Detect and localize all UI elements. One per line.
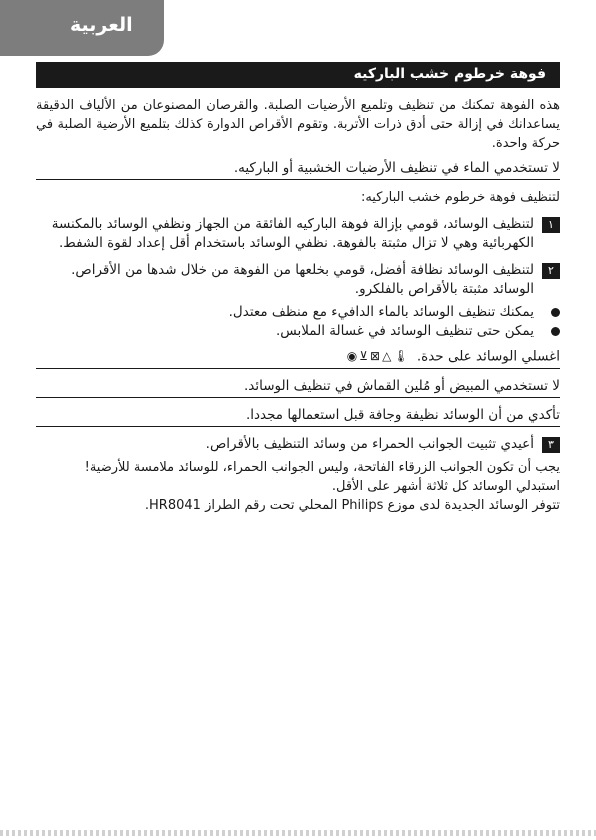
- step-number: ٢: [542, 263, 560, 279]
- list-item-text: يمكن حتى تنظيف الوسائد في غسالة الملابس.: [275, 323, 534, 339]
- bullet-icon: [551, 308, 560, 317]
- step-text: أعيدي تثبيت الجوانب الحمراء من وسائد التنظيف بالأقراص.: [205, 435, 534, 452]
- step-1: [36, 215, 560, 253]
- note-availability: تتوفر الوسائد الجديدة لدى موزع Philips المحلي تحت رقم الطراز HR8041.: [144, 497, 560, 513]
- list-item-text: يمكنك تنظيف الوسائد بالماء الدافيء مع منظف معتدل.: [228, 304, 534, 320]
- warning-water: لا تستخدمي الماء في تنظيف الأرضيات الخشبية أو الباركيه.: [36, 159, 560, 180]
- step-2: [36, 261, 560, 299]
- intro-paragraph: هذه الفوهة تمكنك من تنظيف وتلميع الأرضيات الصلبة. والقرصان المصنوعان من الألياف الدقيقة يساعدانك في إزالة حتى أدق ذرات الأتربة. وتقوم الأقراص الدوارة كذلك بتلميع الأرضية الصلبة في حركة واحدة.: [36, 98, 560, 151]
- note-replace: استبدلي الوسائد كل ثلاثة أشهر على الأقل.: [331, 478, 560, 494]
- step-text: لتنظيف الوسائد نظافة أفضل، قومي بخلعها من الفوهة من خلال شدها من الأقراص. الوسائد مثبتة بالأقراص بالفلكرو.: [71, 262, 534, 297]
- dry-clean-icon: ◉: [346, 349, 358, 363]
- bullet-icon: [551, 327, 560, 336]
- step-number: ٣: [542, 437, 560, 453]
- section-title: فوهة خرطوم خشب الباركيه: [36, 62, 560, 88]
- to-clean-label: لتنظيف فوهة خرطوم خشب الباركيه:: [360, 190, 560, 205]
- page-content: [36, 62, 560, 515]
- list-item: [36, 303, 534, 322]
- print-marks: [0, 830, 596, 836]
- no-iron-icon: ⊻: [359, 349, 369, 363]
- note-blue-side: يجب أن تكون الجوانب الزرقاء الفاتحة، وليس الجوانب الحمراء، للوسائد ملامسة للأرضية!: [84, 459, 560, 475]
- wash-note: [36, 347, 560, 369]
- bullet-list: [36, 303, 560, 341]
- warning-dry: تأكدي من أن الوسائد نظيفة وجافة قبل استعمالها مجددا.: [36, 406, 560, 427]
- language-label: العربية: [70, 14, 133, 36]
- no-tumble-dry-icon: ⊠: [370, 349, 381, 363]
- language-tab: [0, 0, 164, 56]
- care-icons: [347, 347, 409, 366]
- step-number: ١: [542, 217, 560, 233]
- wash-note-text: اغسلي الوسائد على حدة.: [416, 348, 560, 365]
- step-3: [36, 435, 560, 454]
- list-item: [36, 322, 534, 341]
- warning-bleach: لا تستخدمي المبيض أو مُلين القماش في تنظيف الوسائد.: [36, 377, 560, 398]
- no-bleach-icon: △: [382, 349, 392, 363]
- wash-40-icon: 🌡: [393, 349, 409, 363]
- step-text: لتنظيف الوسائد، قومي بإزالة فوهة الباركيه الفائقة من الجهاز ونظفي الوسائد بالمكنسة الكهربائية وهي لا تزال مثبتة بالفوهة. نظفي الوسائد باستخدام أقل إعداد لقوة الشفط.: [51, 216, 534, 251]
